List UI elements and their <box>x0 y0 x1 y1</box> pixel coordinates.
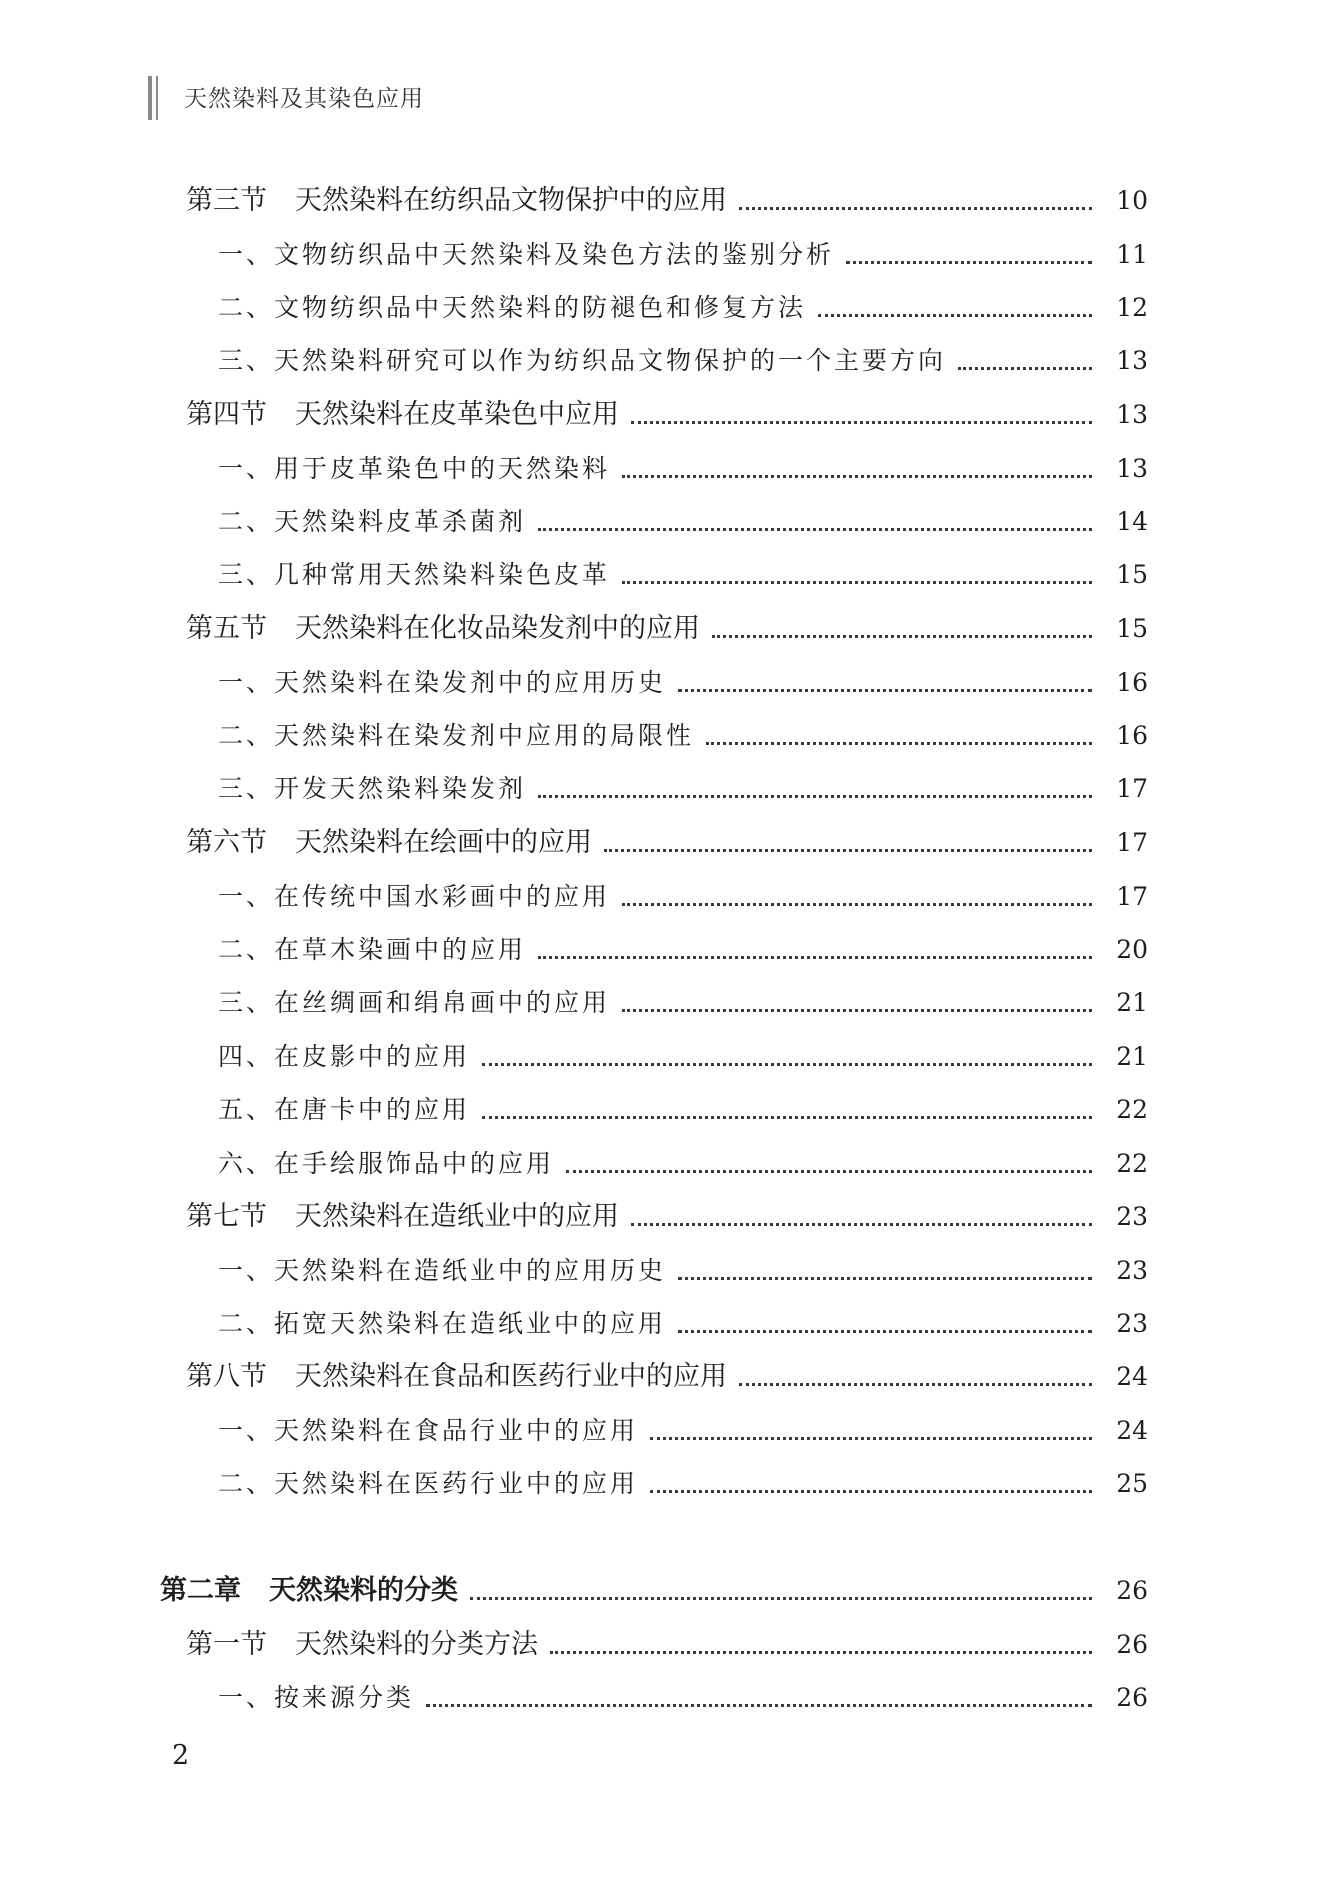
toc-entry[interactable] <box>218 980 1148 1020</box>
toc-entry[interactable] <box>218 232 1148 272</box>
toc-leader-dots <box>566 1170 1092 1173</box>
toc-entry-page: 10 <box>1116 186 1148 215</box>
toc-entry-number: 第三节 <box>186 185 267 216</box>
toc-entry-page: 17 <box>1116 828 1148 857</box>
toc-entry-label <box>218 880 622 914</box>
toc-entry-label <box>218 558 622 592</box>
toc-entry-label <box>218 1254 678 1288</box>
toc-entry[interactable] <box>218 1141 1148 1181</box>
toc-entry-number: 第七节 <box>186 1201 267 1232</box>
toc-entry[interactable] <box>218 1675 1148 1715</box>
toc-entry-page: 22 <box>1116 1149 1148 1178</box>
toc-entry-page: 21 <box>1116 988 1148 1017</box>
toc-leader-dots <box>818 314 1092 317</box>
toc-entry-title: 天然染料在造纸业中的应用 <box>295 1201 619 1232</box>
toc-leader-dots <box>538 956 1092 959</box>
toc-entry-page: 24 <box>1116 1416 1148 1445</box>
toc-entry-page: 15 <box>1116 560 1148 589</box>
toc-entry[interactable] <box>218 1301 1148 1341</box>
toc-entry-number: 第二章 <box>160 1575 241 1606</box>
toc-entry-label <box>218 1040 482 1074</box>
toc-leader-dots <box>604 849 1092 852</box>
toc-entry-title: 一、按来源分类 <box>218 1683 415 1712</box>
toc-entry-number: 第四节 <box>186 399 267 430</box>
toc-leader-dots <box>538 795 1092 798</box>
toc-leader-dots <box>482 1063 1092 1066</box>
toc-entry-page: 21 <box>1116 1042 1148 1071</box>
toc-entry-label <box>218 1467 650 1501</box>
toc-entry-page: 26 <box>1116 1630 1148 1659</box>
toc-entry[interactable] <box>186 1194 1148 1234</box>
toc-leader-dots <box>650 1437 1092 1440</box>
toc-entry[interactable] <box>218 285 1148 325</box>
toc-entry-page: 26 <box>1116 1683 1148 1712</box>
toc-entry[interactable] <box>186 606 1148 646</box>
toc-entry-label <box>218 291 818 325</box>
toc-entry-title: 天然染料在化妆品染发剂中的应用 <box>295 613 700 644</box>
toc-entry-page: 13 <box>1116 400 1148 429</box>
toc-entry-label <box>218 772 538 806</box>
toc-entry-title: 一、天然染料在染发剂中的应用历史 <box>218 668 667 697</box>
toc-entry-label <box>218 933 538 967</box>
toc-leader-dots <box>739 207 1092 210</box>
header-bar-mark <box>148 76 160 120</box>
toc-entry[interactable] <box>218 1034 1148 1074</box>
toc-entry[interactable] <box>218 660 1148 700</box>
toc-leader-dots <box>958 367 1092 370</box>
toc-leader-dots <box>678 689 1092 692</box>
toc-leader-dots <box>622 581 1092 584</box>
toc-entry[interactable] <box>218 1461 1148 1501</box>
toc-entry[interactable] <box>218 766 1148 806</box>
toc-entry-label <box>186 184 739 218</box>
toc-entry[interactable] <box>218 338 1148 378</box>
toc-leader-dots <box>678 1330 1092 1333</box>
toc-entry-label <box>186 826 604 860</box>
toc-entry-title: 二、天然染料在染发剂中应用的局限性 <box>218 721 695 750</box>
toc-entry-label <box>186 1200 631 1234</box>
toc-entry-page: 26 <box>1116 1576 1148 1605</box>
toc-entry-label <box>218 1681 426 1715</box>
toc-entry-label <box>218 666 678 700</box>
toc-entry-label <box>218 986 622 1020</box>
toc-entry-label <box>186 612 712 646</box>
toc-entry-title: 三、在丝绸画和绢帛画中的应用 <box>218 988 611 1017</box>
toc-entry-title: 一、天然染料在造纸业中的应用历史 <box>218 1256 667 1285</box>
toc-entry-title: 二、拓宽天然染料在造纸业中的应用 <box>218 1309 667 1338</box>
toc-leader-dots <box>426 1704 1092 1707</box>
toc-entry-page: 22 <box>1116 1095 1148 1124</box>
toc-leader-dots <box>622 1009 1092 1012</box>
toc-entry-title: 天然染料在食品和医药行业中的应用 <box>295 1361 727 1392</box>
toc-entry[interactable] <box>218 499 1148 539</box>
toc-entry[interactable] <box>186 1622 1148 1662</box>
toc-entry-label <box>186 1360 739 1394</box>
page-number: 2 <box>172 1740 190 1771</box>
toc-entry-page: 23 <box>1116 1309 1148 1338</box>
toc-entry-title: 三、几种常用天然染料染色皮革 <box>218 560 611 589</box>
toc-leader-dots <box>846 261 1092 264</box>
toc-entry-title: 天然染料的分类方法 <box>295 1629 538 1660</box>
toc-leader-dots <box>650 1490 1092 1493</box>
toc-entry-label <box>218 505 538 539</box>
toc-entry-title: 一、用于皮革染色中的天然染料 <box>218 454 611 483</box>
toc-entry-label <box>186 398 631 432</box>
toc-entry-title: 天然染料在纺织品文物保护中的应用 <box>295 185 727 216</box>
toc-entry-page: 23 <box>1116 1256 1148 1285</box>
toc-entry-label <box>218 1147 566 1181</box>
toc-entry-page: 25 <box>1116 1469 1148 1498</box>
toc-entry-label <box>218 1307 678 1341</box>
toc-leader-dots <box>622 903 1092 906</box>
toc-entry-number: 第八节 <box>186 1361 267 1392</box>
header-title: 天然染料及其染色应用 <box>184 86 424 112</box>
toc-entry-title: 天然染料在绘画中的应用 <box>295 827 592 858</box>
toc-entry[interactable] <box>186 1354 1148 1394</box>
toc-entry-label <box>218 344 958 378</box>
toc-leader-dots <box>470 1597 1092 1600</box>
toc-entry-title: 一、在传统中国水彩画中的应用 <box>218 882 611 911</box>
toc-entry-title: 三、天然染料研究可以作为纺织品文物保护的一个主要方向 <box>218 346 947 375</box>
toc-entry-page: 13 <box>1116 454 1148 483</box>
toc-entry[interactable] <box>218 446 1148 486</box>
toc-entry[interactable] <box>218 1087 1148 1127</box>
toc-entry-page: 16 <box>1116 721 1148 750</box>
toc-leader-dots <box>622 475 1092 478</box>
toc-entry-label <box>186 1628 550 1662</box>
toc-entry-page: 15 <box>1116 614 1148 643</box>
toc-entry[interactable] <box>218 552 1148 592</box>
toc-entry-label <box>160 1574 470 1608</box>
toc-entry-title: 二、天然染料在医药行业中的应用 <box>218 1469 639 1498</box>
toc-entry[interactable] <box>218 927 1148 967</box>
toc-entry[interactable] <box>186 820 1148 860</box>
toc-entry-title: 一、文物纺织品中天然染料及染色方法的鉴别分析 <box>218 240 835 269</box>
toc-leader-dots <box>706 742 1092 745</box>
toc-entry-title: 五、在唐卡中的应用 <box>218 1095 471 1124</box>
toc-entry-page: 12 <box>1116 293 1148 322</box>
toc-entry[interactable] <box>160 1568 1148 1608</box>
toc-leader-dots <box>631 1223 1092 1226</box>
toc-entry-number: 第五节 <box>186 613 267 644</box>
toc-entry-title: 一、天然染料在食品行业中的应用 <box>218 1416 639 1445</box>
toc-leader-dots <box>712 635 1092 638</box>
toc-entry-title: 天然染料的分类 <box>269 1575 458 1606</box>
toc-entry-page: 24 <box>1116 1362 1148 1391</box>
toc-leader-dots <box>739 1383 1092 1386</box>
toc-entry[interactable] <box>218 713 1148 753</box>
toc-entry-label <box>218 1093 482 1127</box>
toc-entry[interactable] <box>218 1408 1148 1448</box>
toc-entry-page: 23 <box>1116 1202 1148 1231</box>
toc-entry[interactable] <box>186 178 1148 218</box>
toc-entry[interactable] <box>218 874 1148 914</box>
toc-entry-title: 二、在草木染画中的应用 <box>218 935 527 964</box>
toc-entry-title: 二、天然染料皮革杀菌剂 <box>218 507 527 536</box>
toc-entry-label <box>218 238 846 272</box>
toc-entry[interactable] <box>218 1248 1148 1288</box>
toc-entry-title: 三、开发天然染料染发剂 <box>218 774 527 803</box>
toc-entry-page: 11 <box>1116 240 1148 269</box>
toc-entry-page: 14 <box>1116 507 1148 536</box>
toc-leader-dots <box>482 1116 1092 1119</box>
toc-entry-page: 16 <box>1116 668 1148 697</box>
toc-entry-title: 二、文物纺织品中天然染料的防褪色和修复方法 <box>218 293 807 322</box>
toc-entry-title: 天然染料在皮革染色中应用 <box>295 399 619 430</box>
toc-entry-title: 六、在手绘服饰品中的应用 <box>218 1149 555 1178</box>
toc-leader-dots <box>538 528 1092 531</box>
toc-leader-dots <box>631 421 1092 424</box>
toc-entry-label <box>218 1414 650 1448</box>
toc-entry-label <box>218 452 622 486</box>
toc-entry-title: 四、在皮影中的应用 <box>218 1042 471 1071</box>
toc-entry-number: 第六节 <box>186 827 267 858</box>
toc-leader-dots <box>550 1651 1092 1654</box>
toc-leader-dots <box>678 1277 1092 1280</box>
toc-entry-page: 17 <box>1116 882 1148 911</box>
toc-entry-page: 20 <box>1116 935 1148 964</box>
toc-entry-page: 17 <box>1116 774 1148 803</box>
toc-entry[interactable] <box>186 392 1148 432</box>
toc-entry-page: 13 <box>1116 346 1148 375</box>
toc-entry-label <box>218 719 706 753</box>
toc-entry-number: 第一节 <box>186 1629 267 1660</box>
